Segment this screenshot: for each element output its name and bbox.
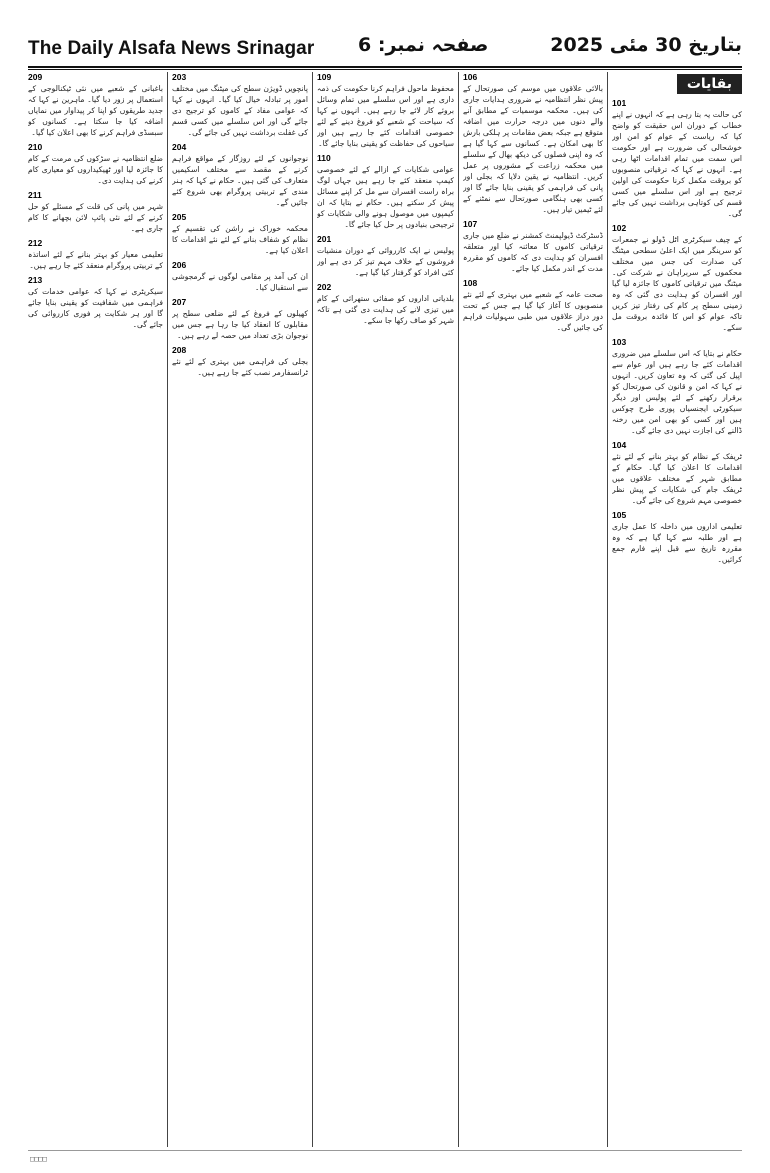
news-item-text: حکام نے بتایا کہ اس سلسلے میں ضروری اقدامات کئے جا رہے ہیں اور عوام سے اپیل کی گئی کہ وہ تعاون کریں۔ انہوں نے کہا کہ امن و قانون کی صورتحال کو برقرار رکھنے کے لئے پولیس اور دیگر سیکورٹی ایجنسیاں پوری طرح چوکس ہیں اور کسی کو بھی امن میں رخنہ ڈالنے کی اجازت نہیں دی جائے گی۔ [612,349,742,435]
masthead-rule-thin [28,69,742,70]
news-item [28,190,163,234]
news-item-text: بجلی کی فراہمی میں بہتری کے لئے نئے ٹرانسفارمر نصب کئے جا رہے ہیں۔ [172,357,308,377]
news-item-text: ضلع انتظامیہ نے سڑکوں کی مرمت کے کام کا جائزہ لیا اور ٹھیکیداروں کو معیاری کام کرنے کی ہدایت دی۔ [28,154,163,185]
news-item [317,282,454,326]
news-item-text: بلدیاتی اداروں کو صفائی ستھرائی کے کام میں تیزی لانے کی ہدایت دی گئی ہے تاکہ شہر کو صاف رکھا جا سکے۔ [317,294,454,325]
news-item [612,98,742,219]
news-item-text: ٹریفک کے نظام کو بہتر بنانے کے لئے نئے اقدامات کا اعلان کیا گیا۔ حکام کے مطابق شہر کے مختلف علاقوں میں ٹریفک جام کی شکایات کے پیش نظر خصوصی مہم شروع کی جائے گی۔ [612,452,742,505]
news-item-text: پولیس نے ایک کارروائی کے دوران منشیات فروشوں کے خلاف مہم تیز کر دی ہے اور کئی افراد کو گرفتار کیا گیا ہے۔ [317,246,454,277]
news-item-number: 203 [172,72,187,82]
news-item-text: کھیلوں کے فروغ کے لئے ضلعی سطح پر مقابلوں کا انعقاد کیا جا رہا ہے جس میں نوجوان بڑی تعداد میں حصہ لے رہے ہیں۔ [172,309,308,340]
footer-mark: □□□□ [30,1155,47,1163]
column-divider [458,72,459,1147]
news-item [463,219,603,274]
news-item [28,142,163,186]
news-item-number: 107 [463,219,478,229]
column-divider [312,72,313,1147]
news-item [172,142,308,208]
news-item-text: پانچویں ڈویژن سطح کی میٹنگ میں مختلف امور پر تبادلہ خیال کیا گیا۔ انہوں نے کہا کہ عوامی مفاد کے کاموں کو ترجیح دی جائے گی اور اس سلسلے میں کسی قسم کی غفلت برداشت نہیں کی جائے گی۔ [172,84,308,137]
news-item-number: 208 [172,345,187,355]
news-item-text: ان کی آمد پر مقامی لوگوں نے گرمجوشی سے استقبال کیا۔ [172,272,308,292]
column-4 [172,72,308,1147]
news-item-number: 211 [28,190,42,200]
news-item-text: بالائی علاقوں میں موسم کی صورتحال کے پیش نظر انتظامیہ نے ضروری ہدایات جاری کی ہیں۔ محکمہ موسمیات کے مطابق آنے والے دنوں میں درجہ حرارت میں اضافہ متوقع ہے جبکہ بعض مقامات پر ہلکی بارش کا بھی امکان ہے۔ کسانوں سے کہا گیا ہے کہ وہ اپنی فصلوں کی دیکھ بھال کے سلسلے میں محکمہ زراعت کے مشوروں پر عمل کریں۔ انتظامیہ نے یقین دلایا کہ بجلی اور پانی کی فراہمی کو یقینی بنایا جائے گا اور کسی بھی ہنگامی صورتحال سے نمٹنے کے لئے ٹیمیں تیار ہیں۔ [463,84,603,214]
news-item-text: کی حالت یہ بتا رہی ہے کہ انہوں نے اپنے خطاب کے دوران اس حقیقت کو واضح کیا کہ ریاست کے عوام کو امن اور خوشحالی کی ضرورت ہے اور حکومت اس سمت میں تمام اقدامات اٹھا رہی ہے۔ انہوں نے کہا کہ ترقیاتی منصوبوں کو بروقت مکمل کرنا حکومت کی اولین ترجیح ہے اور اس سلسلے میں کسی قسم کی کوتاہی برداشت نہیں کی جائے گی۔ [612,110,742,218]
news-item [612,223,742,333]
news-item-number: 106 [463,72,478,82]
news-item [172,72,308,138]
news-item-text: ڈسٹرکٹ ڈیولپمنٹ کمشنر نے ضلع میں جاری ترقیاتی کاموں کا معائنہ کیا اور متعلقہ افسران کو ہدایت دی کہ کاموں کو مقررہ مدت کے اندر مکمل کیا جائے۔ [463,231,603,273]
masthead-rule [28,66,742,68]
news-item [172,345,308,378]
news-item [612,337,742,436]
news-item [612,440,742,506]
news-item-number: 108 [463,278,478,288]
news-item [172,260,308,293]
news-item [317,153,454,230]
news-item-number: 213 [28,275,43,285]
news-item-number: 109 [317,72,332,82]
news-item-text: باغبانی کے شعبے میں نئی ٹیکنالوجی کے استعمال پر زور دیا گیا۔ ماہرین نے کہا کہ جدید طریقوں کو اپنا کر پیداوار میں نمایاں اضافہ کیا جا سکتا ہے۔ کسانوں کو سبسڈی فراہم کرنے کا بھی اعلان کیا گیا۔ [28,84,163,137]
news-item-number: 204 [172,142,187,152]
news-item-number: 202 [317,282,332,292]
news-item-text: محفوظ ماحول فراہم کرنا حکومت کی ذمہ داری ہے اور اس سلسلے میں تمام وسائل بروئے کار لائے جا رہے ہیں۔ انہوں نے کہا کہ سیاحت کے شعبے کو فروغ دینے کے لئے خصوصی اقدامات کئے جا رہے ہیں اور سیاحوں کی حفاظت کو یقینی بنایا جائے گا۔ [317,84,454,148]
news-item [463,278,603,333]
news-item-number: 105 [612,510,627,520]
news-item [28,275,163,330]
column-divider [167,72,168,1147]
news-item [172,212,308,256]
paper-name: The Daily Alsafa News Srinagar [28,38,315,59]
news-item-number: 201 [317,234,332,244]
date-line: بتاریخ 30 مئی 2025 [550,34,742,56]
column-2 [463,72,603,1147]
news-item-text: شہر میں پانی کی قلت کے مسئلے کو حل کرنے کے لئے نئی پائپ لائن بچھانے کا کام جاری ہے۔ [28,202,163,233]
news-item-text: محکمہ خوراک نے راشن کی تقسیم کے نظام کو شفاف بنانے کے لئے نئے اقدامات کا اعلان کیا ہے۔ [172,224,308,255]
news-item [172,297,308,341]
masthead [28,34,742,64]
news-item-number: 206 [172,260,187,270]
news-item-number: 104 [612,440,627,450]
news-item-number: 205 [172,212,187,222]
news-item-text: عوامی شکایات کے ازالے کے لئے خصوصی کیمپ منعقد کئے جا رہے ہیں جہاں لوگ براہ راست افسران سے مل کر اپنے مسائل پیش کر سکتے ہیں۔ حکام نے بتایا کہ ان کیمپوں میں موصول ہونے والی شکایات کو ترجیحی بنیادوں پر حل کیا جائے گا۔ [317,165,454,229]
news-item-number: 103 [612,337,627,347]
column-divider [607,72,608,1147]
page-number: صفحہ نمبر: 6 [358,34,489,56]
news-item [317,234,454,278]
bottom-rule [28,1150,742,1151]
news-item [463,72,603,215]
news-item-number: 110 [317,153,331,163]
news-item-text: کے چیف سیکرٹری اٹل ڈولو نے جمعرات کو سرینگر میں ایک اعلیٰ سطحی میٹنگ کی صدارت کی جس میں مختلف محکموں کے سربراہان نے شرکت کی۔ میٹنگ میں ترقیاتی کاموں کا جائزہ لیا گیا اور افسران کو ہدایت دی گئی کہ وہ زمینی سطح پر کام کی رفتار تیز کریں تاکہ عوام کو اس کا فائدہ بروقت مل سکے۔ [612,235,742,332]
column-5-left [28,72,163,1147]
column-1-right [612,72,742,1147]
news-item-number: 102 [612,223,627,233]
news-item-number: 207 [172,297,187,307]
news-item-text: تعلیمی معیار کو بہتر بنانے کے لئے اساتذہ کے تربیتی پروگرام منعقد کئے جا رہے ہیں۔ [28,250,163,270]
news-item-text: سیکریٹری نے کہا کہ عوامی خدمات کی فراہمی میں شفافیت کو یقینی بنایا جائے گا اور ہر شکایت پر فوری کارروائی کی جائے گی۔ [28,287,163,329]
section-title: بقایات [677,74,742,94]
news-item [28,238,163,271]
news-item-number: 212 [28,238,43,248]
news-item-text: صحت عامہ کے شعبے میں بہتری کے لئے نئے منصوبوں کا آغاز کیا گیا ہے جس کے تحت دور دراز علاقوں میں طبی سہولیات فراہم کی جائیں گی۔ [463,290,603,332]
news-item-number: 209 [28,72,43,82]
news-item-text: نوجوانوں کے لئے روزگار کے مواقع فراہم کرنے کے مقصد سے مختلف اسکیمیں متعارف کی گئی ہیں۔ حکام نے کہا کہ ہنر مندی کے تربیتی پروگرام بھی شروع کئے جائیں گے۔ [172,154,308,207]
news-item-number: 101 [612,98,627,108]
news-item-number: 210 [28,142,43,152]
news-item [28,72,163,138]
news-item [317,72,454,149]
news-item [612,510,742,565]
column-3 [317,72,454,1147]
news-item-text: تعلیمی اداروں میں داخلہ کا عمل جاری ہے اور طلبہ سے کہا گیا ہے کہ وہ مقررہ تاریخ سے قبل اپنے فارم جمع کرائیں۔ [612,522,742,564]
